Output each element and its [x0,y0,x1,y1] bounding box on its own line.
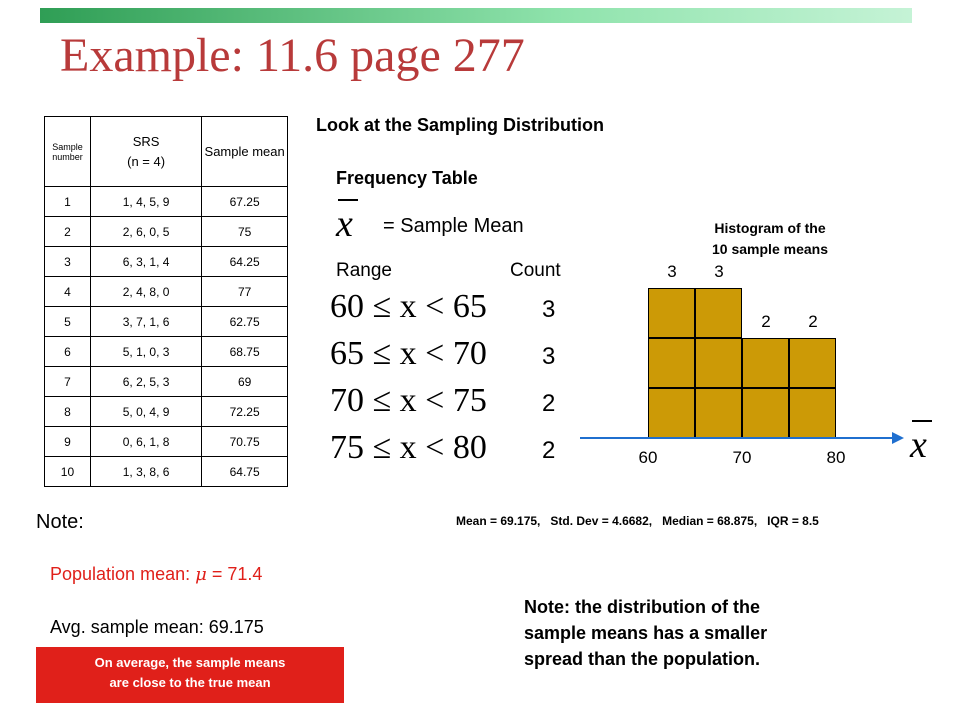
xbar-definition: = Sample Mean [383,215,524,237]
table-row [45,247,288,277]
histogram-title [650,218,890,260]
cell-sample-mean: 77 [202,277,288,307]
cell-sample-mean: 64.75 [202,457,288,487]
cell-srs: 2, 4, 8, 0 [90,277,201,307]
cell-srs: 1, 3, 8, 6 [90,457,201,487]
histogram-bar-label: 2 [761,312,771,331]
axis-arrow-icon [892,432,904,444]
slide-title: Example: 11.6 page 277 [60,29,525,82]
conclusion-box [36,647,344,703]
frequency-range: 75 ≤ x < 80 [330,429,487,466]
cell-sample-mean: 70.75 [202,427,288,457]
cell-sample-number: 7 [45,367,91,397]
spread-note-line1: Note: the distribution of the [524,597,760,617]
samples-table [44,116,288,487]
histogram-bar-unit [695,338,742,388]
cell-sample-mean: 62.75 [202,307,288,337]
table-header-row [45,117,288,187]
frequency-count: 2 [542,390,556,417]
histogram-bar-unit [742,338,789,388]
table-row [45,397,288,427]
cell-srs: 0, 6, 1, 8 [90,427,201,457]
cell-sample-mean: 69 [202,367,288,397]
histogram-bar-label: 2 [808,312,818,331]
spread-note [524,594,767,672]
conclusion-line1: On average, the sample means [94,655,286,670]
mu-symbol: μ [195,564,207,585]
table-row [45,367,288,397]
cell-srs: 3, 7, 1, 6 [90,307,201,337]
cell-srs: 2, 6, 0, 5 [90,217,201,247]
cell-sample-mean: 64.25 [202,247,288,277]
note-label: Note: [36,511,84,533]
histogram-bar-unit [789,338,836,388]
histogram-bar-label: 3 [667,262,677,281]
spread-note-line3: spread than the population. [524,649,761,669]
cell-sample-number: 2 [45,217,91,247]
cell-sample-mean: 68.75 [202,337,288,367]
histogram-bar-unit [695,288,742,338]
cell-sample-mean: 67.25 [202,187,288,217]
table-row [45,277,288,307]
cell-srs: 5, 1, 0, 3 [90,337,201,367]
cell-sample-number: 4 [45,277,91,307]
table-row [45,307,288,337]
cell-sample-number: 5 [45,307,91,337]
header-sample-mean: Sample mean [202,117,288,187]
cell-srs: 1, 4, 5, 9 [90,187,201,217]
histogram-bar-unit [648,338,695,388]
histogram-tick-label: 60 [638,448,658,467]
table-row [45,337,288,367]
cell-sample-number: 1 [45,187,91,217]
histogram-title-line2: 10 sample means [712,241,828,257]
cell-sample-mean: 72.25 [202,397,288,427]
cell-sample-number: 6 [45,337,91,367]
frequency-range: 60 ≤ x < 65 [330,288,487,325]
frequency-heading: Frequency Table [336,168,478,188]
histogram-tick-label: 80 [826,448,846,467]
header-srs [90,117,201,187]
cell-sample-number: 8 [45,397,91,427]
conclusion-line2: are close to the true mean [109,675,271,690]
axis-xbar-label: x [910,423,927,467]
table-row [45,217,288,247]
table-row [45,187,288,217]
frequency-count: 3 [542,296,556,323]
cell-sample-number: 9 [45,427,91,457]
table-row [45,427,288,457]
frequency-count: 3 [542,343,556,370]
population-mean-value: = 71.4 [206,564,263,584]
histogram-tick-label: 70 [732,448,752,467]
count-label: Count [510,260,561,281]
cell-sample-number: 10 [45,457,91,487]
population-mean-prefix: Population mean: [50,564,196,584]
header-srs-label: SRS [132,133,160,149]
range-label: Range [336,260,392,281]
summary-stats: Mean = 69.175, Std. Dev = 4.6682, Median = 68.875, IQR = 8.5 [456,514,819,528]
header-srs-n: (n = 4) [127,153,166,169]
spread-note-line2: sample means has a smaller [524,623,768,643]
avg-sample-mean: Avg. sample mean: 69.175 [50,617,264,637]
histogram-title-line1: Histogram of the [714,220,826,236]
frequency-count: 2 [542,437,556,464]
table-row [45,457,288,487]
header-sample-number: Sample number [45,117,91,187]
frequency-range: 65 ≤ x < 70 [330,335,487,372]
cell-sample-mean: 75 [202,217,288,247]
cell-srs: 6, 3, 1, 4 [90,247,201,277]
top-accent-bar [40,8,912,23]
histogram-bar-label: 3 [714,262,724,281]
cell-sample-number: 3 [45,247,91,277]
look-heading: Look at the Sampling Distribution [316,115,604,135]
cell-srs: 5, 0, 4, 9 [90,397,201,427]
histogram-axis [580,428,910,448]
xbar-symbol: x [336,202,353,246]
population-mean [50,564,262,585]
frequency-range: 70 ≤ x < 75 [330,382,487,419]
cell-srs: 6, 2, 5, 3 [90,367,201,397]
histogram-bar-unit [648,288,695,338]
